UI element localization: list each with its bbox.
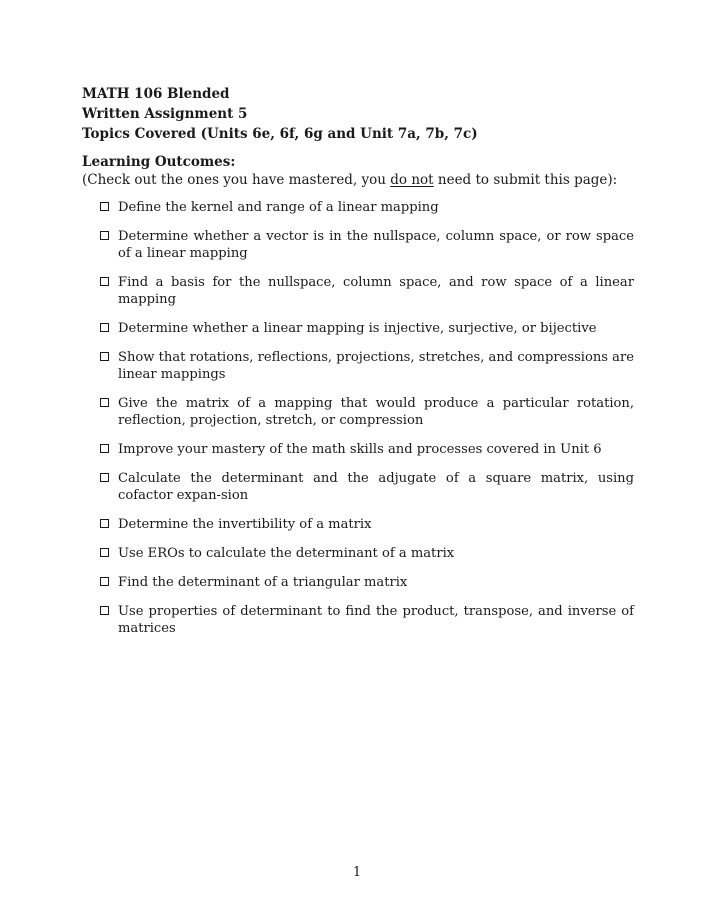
- checkbox[interactable]: [100, 606, 109, 615]
- outcome-text: Define the kernel and range of a linear mapping: [118, 200, 439, 215]
- learning-outcomes-list: [100, 199, 634, 649]
- assignment-title: Written Assignment 5: [82, 106, 248, 122]
- outcome-text: Find the determinant of a triangular matrix: [118, 575, 408, 590]
- topics-covered: Topics Covered (Units 6e, 6f, 6g and Unit 7a, 7b, 7c): [82, 126, 478, 142]
- checkbox[interactable]: [100, 323, 109, 332]
- outcome-text: Show that rotations, reflections, projections, stretches, and compressions are linear mappings: [118, 350, 634, 382]
- list-item: [100, 274, 634, 308]
- checkbox[interactable]: [100, 231, 109, 240]
- list-item: [100, 545, 634, 562]
- checkbox[interactable]: [100, 519, 109, 528]
- checkbox[interactable]: [100, 277, 109, 286]
- instruction-after: need to submit this page):: [433, 172, 618, 188]
- page-number: 1: [352, 865, 362, 880]
- list-item: [100, 395, 634, 429]
- outcome-text: Give the matrix of a mapping that would produce a particular rotation, reflection, projection, stretch, or compression: [118, 396, 634, 428]
- outcome-text: Use properties of determinant to find the product, transpose, and inverse of matrices: [118, 604, 634, 636]
- list-item: [100, 470, 634, 504]
- list-item: [100, 516, 634, 533]
- outcome-text: Determine the invertibility of a matrix: [118, 517, 372, 532]
- outcome-text: Determine whether a vector is in the nullspace, column space, or row space of a linear mapping: [118, 229, 634, 261]
- instruction-emphasis: do not: [390, 172, 434, 188]
- list-item: [100, 228, 634, 262]
- list-item: [100, 574, 634, 591]
- checkbox[interactable]: [100, 577, 109, 586]
- assignment-header: [82, 84, 642, 144]
- outcome-text: Determine whether a linear mapping is injective, surjective, or bijective: [118, 321, 597, 336]
- checkbox[interactable]: [100, 352, 109, 361]
- checkbox[interactable]: [100, 398, 109, 407]
- outcome-text: Use EROs to calculate the determinant of a matrix: [118, 546, 455, 561]
- outcome-text: Improve your mastery of the math skills and processes covered in Unit 6: [118, 442, 602, 457]
- course-title: MATH 106 Blended: [82, 86, 230, 102]
- list-item: [100, 603, 634, 637]
- instruction-before: (Check out the ones you have mastered, you: [82, 172, 391, 188]
- list-item: [100, 320, 634, 337]
- learning-outcomes-instructions: [82, 170, 617, 190]
- checkbox[interactable]: [100, 473, 109, 482]
- checkbox[interactable]: [100, 548, 109, 557]
- learning-outcomes-heading: Learning Outcomes:: [82, 154, 236, 170]
- checkbox[interactable]: [100, 444, 109, 453]
- checkbox[interactable]: [100, 202, 109, 211]
- list-item: [100, 349, 634, 383]
- list-item: [100, 199, 634, 216]
- list-item: [100, 441, 634, 458]
- outcome-text: Calculate the determinant and the adjugate of a square matrix, using cofactor expan-sion: [118, 471, 634, 503]
- outcome-text: Find a basis for the nullspace, column space, and row space of a linear mapping: [118, 275, 634, 307]
